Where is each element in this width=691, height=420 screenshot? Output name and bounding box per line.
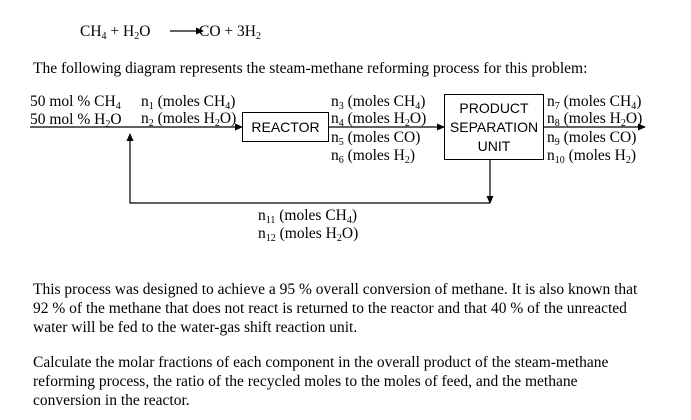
stream-n9-label: $n_9$ (moles CO) [547, 129, 637, 148]
intro-text: The following diagram represents the steam-methane reforming process for this problem: [33, 60, 588, 77]
reaction-products: CO + $3H_2$ [199, 23, 261, 42]
problem-paragraph-1: This process was designed to achieve a 95 % overall conversion of methane. It is also known that 92 % of the methane that does not react is returned to the reactor and that 40 % of the unreacted water will be fed to the water-gas shift reaction unit. [33, 281, 638, 336]
stream-n8-label: $n_8$ (moles $H_2O$) [547, 110, 643, 129]
problem-paragraph-2: Calculate the molar fractions of each component in the overall product of the steam-methane reforming process, the ratio of the recycled moles to the moles of feed, and the methane conversion in the reactor. [33, 354, 609, 409]
stream-n7-label: $n_7$ (moles $CH_4$) [547, 93, 642, 112]
reaction-reactants: $CH_4 + H_2O$ [80, 23, 151, 42]
stream-n11-label: $n_{11}$ (moles $CH_4$) [258, 207, 358, 226]
feed-h2o-label: 50 mol % $H_2O$ [30, 111, 122, 130]
separation-label-line3: UNIT [477, 137, 511, 154]
stream-n3-label: $n_3$ (moles $CH_4$) [331, 93, 426, 112]
reactor-unit [242, 112, 329, 142]
stream-n4-label: $n_4$ (moles $H_2O$) [331, 110, 427, 129]
stream-n6-label: $n_6$ (moles $H_2$) [331, 147, 416, 166]
separation-label-line1: PRODUCT [459, 99, 529, 116]
reactor-label: REACTOR [251, 118, 320, 135]
stream-n12-label: $n_{12}$ (moles $H_2O$) [258, 225, 359, 244]
stream-n1-label: $n_1$ (moles $CH_4$) [141, 93, 236, 112]
product-separation-unit [444, 94, 544, 160]
recycle-return-arrow [130, 134, 490, 203]
stream-n5-label: $n_5$ (moles CO) [331, 129, 421, 148]
stream-n2-label: $n_2$ (moles $H_2O$) [141, 110, 237, 129]
separation-label-line2: SEPARATION [449, 118, 539, 135]
feed-ch4-label: 50 mol % $CH_4$ [30, 93, 121, 112]
stream-n10-label: $n_{10}$ (moles $H_2$) [547, 147, 637, 166]
